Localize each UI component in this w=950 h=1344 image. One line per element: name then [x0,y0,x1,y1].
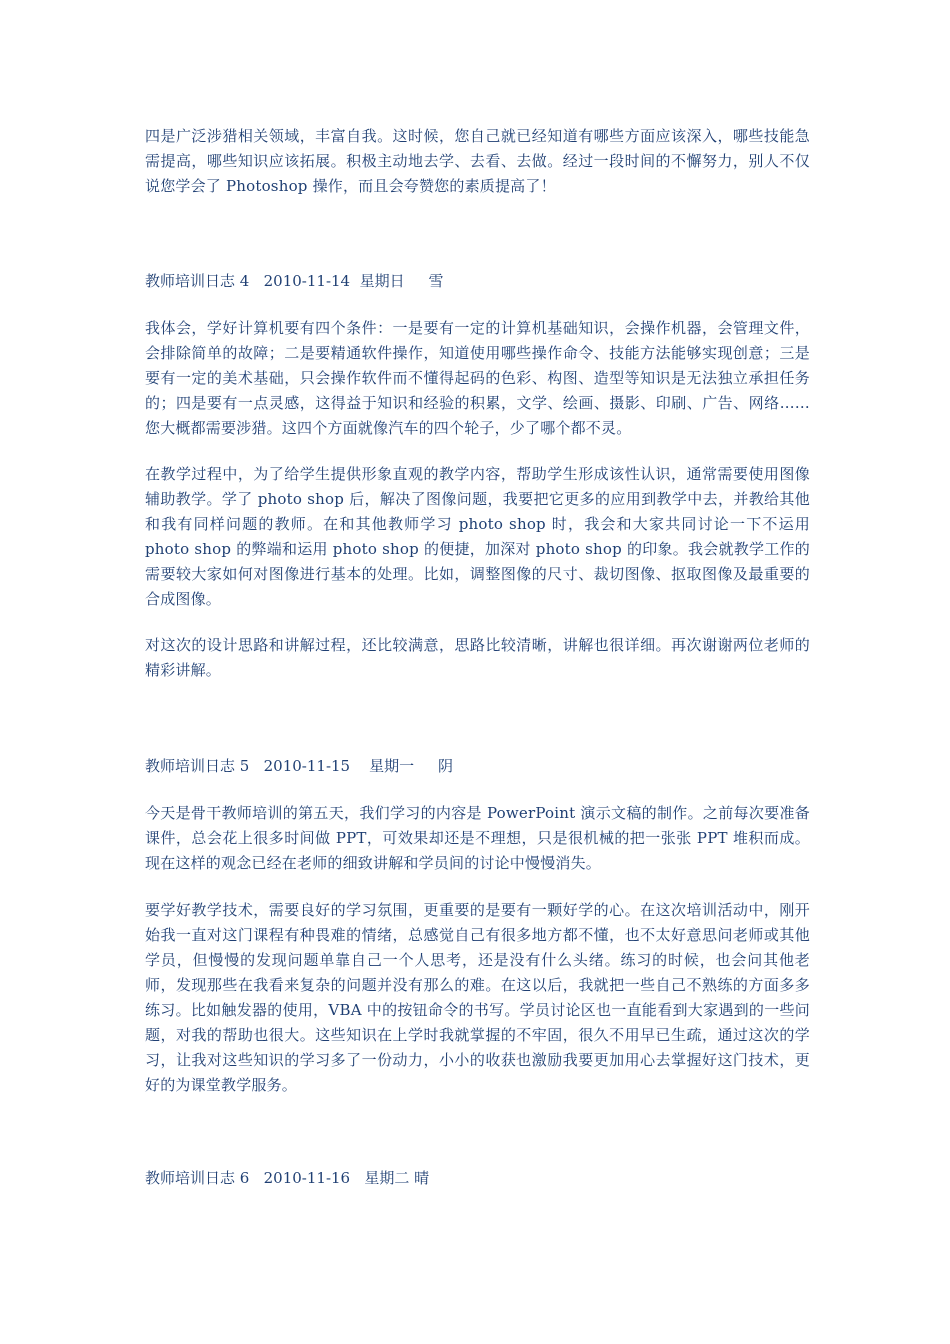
entry-4-heading: 教师培训日志 4 2010-11-14 星期日 雪 [145,272,444,290]
entry-5-paragraph-1: 今天是骨干教师培训的第五天，我们学习的内容是 PowerPoint 演示文稿的制作。之前每次要准备课件，总会花上很多时间做 PPT，可效果却还是不理想，只是很机械的把一张张 PPT 堆积而成。现在这样的观念已经在老师的细致讲解和学员间的讨论中慢慢消失。 [145,804,810,872]
entry-5-heading: 教师培训日志 5 2010-11-15 星期一 阴 [145,757,454,775]
entry-4-paragraph-2: 在教学过程中，为了给学生提供形象直观的教学内容，帮助学生形成该性认识，通常需要使用图像辅助教学。学了 photo shop 后，解决了图像问题，我要把它更多的应用到教学中去，并教给其他和我有同样问题的教师。在和其他教师学习 photo shop 时，我会和大家共同讨论一下不运用 photo shop 的弊端和运用 photo shop 的便捷，加深对 photo shop 的印象。我会就教学工作的需要较大家如何对图像进行基本的处理。比如，调整图像的尺寸、裁切图像、抠取图像及最重要的合成图像。 [145,465,810,608]
entry-4-paragraph-3: 对这次的设计思路和讲解过程，还比较满意，思路比较清晰，讲解也很详细。再次谢谢两位老师的精彩讲解。 [145,636,810,679]
entry-5-paragraph-2: 要学好教学技术，需要良好的学习氛围，更重要的是要有一颗好学的心。在这次培训活动中，刚开始我一直对这门课程有种畏难的情绪，总感觉自己有很多地方都不懂，也不太好意思问老师或其他学员，但慢慢的发现问题单靠自己一个人思考，还是没有什么头绪。练习的时候，也会问其他老师，发现那些在我看来复杂的问题并没有那么的难。在这以后，我就把一些自己不熟练的方面多多练习。比如触发器的使用，VBA 中的按钮命令的书写。学员讨论区也一直能看到大家遇到的一些问题，对我的帮助也很大。这些知识在上学时我就掌握的不牢固，很久不用早已生疏，通过这次的学习，让我对这些知识的学习多了一份动力，小小的收获也激励我要更加用心去掌握好这门技术，更好的为课堂教学服务。 [145,901,810,1094]
entry-4-paragraph-1: 我体会，学好计算机要有四个条件：一是要有一定的计算机基础知识，会操作机器，会管理文件，会排除简单的故障；二是要精通软件操作，知道使用哪些操作命令、技能方法能够实现创意；三是要有一定的美术基础，只会操作软件而不懂得起码的色彩、构图、造型等知识是无法独立承担任务的；四是要有一点灵感，这得益于知识和经验的积累，文学、绘画、摄影、印刷、广告、网络……您大概都需要涉猎。这四个方面就像汽车的四个轮子，少了哪个都不灵。 [145,319,810,437]
entry-6-heading: 教师培训日志 6 2010-11-16 星期二 晴 [145,1169,430,1187]
intro-paragraph: 四是广泛涉猎相关领域，丰富自我。这时候，您自己就已经知道有哪些方面应该深入，哪些技能急需提高，哪些知识应该拓展。积极主动地去学、去看、去做。经过一段时间的不懈努力，别人不仅说您学会了 Photoshop 操作，而且会夸赞您的素质提高了！ [145,127,810,195]
